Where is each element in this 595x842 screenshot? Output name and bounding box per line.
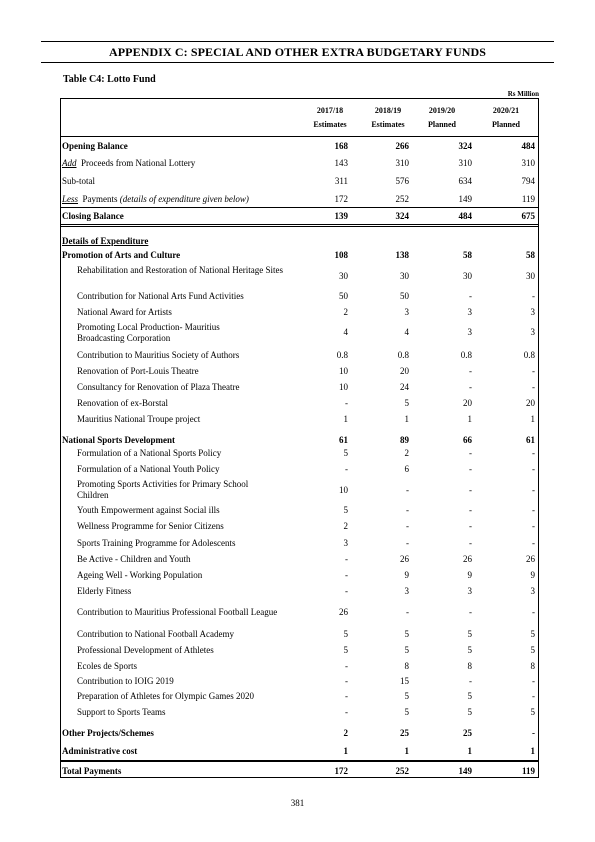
page: APPENDIX C: SPECIAL AND OTHER EXTRA BUDGETARY FUNDS Table C4: Lotto Fund Rs Million 2017/18 Estimates 2018/19 Estimates 2019/20 Planned 2020/21 Planned Opening Balance 168 266 324 484 Add Proceeds from National Lottery 143 310 310 310 Sub-total 311 576 634 794 Less Payments (details of expenditure given below) 172 252 149 119 Closing Balance 139 324 484 675 Details of Expenditure Promotion of Arts and Culture 108 138 58 58 Rehabilitation and Restoration of National Heritage Sites 30 30 30 30 Contribution for National Arts Fund Activities 50 50 - - National Award for Artists 2 3 3 3 Promoting Local Production- Mauritius Broadcasting Corporation 4 4 3 3 Contribution to Mauritius Society of Authors 0.8 0.8 0.8 0.8 Renovation of Port-Louis Theatre 10 20 - - Consultancy for Renovation of Plaza Theatre 10 24 - - Renovation of ex-Borstal - 5 20 20 Mauritius National Troupe project 1 1 1 1 National Sports Development 61 89 66 61 Formulation of a National Sports Policy 5 2 - - Formulation of a National Youth Policy - 6 - - Promoting Sports Activities for Primary School Children 10 - - - Youth Empowerment against Social ills 5 - - - Wellness Programme for Senior Citizens 2 - - - Sports Training Programme for Adolescents 3 - - - Be Active - Children and Youth - 26 26 26 Ageing Well - Working Population - 9 9 9 Elderly Fitness - 3 3 3 Contribution to Mauritius Professional Football League 26 - - - Contribution to National Football Academy 5 5 5 5 Professional Development of Athletes 5 5 5 5 Ecoles de Sports - 8 8 8 Contribution to IOIG 2019 - 15 - - Preparation of Athletes for Olympic Games 2020 - 5 5 - Support to Sports Teams - 5 5 5 Other Projects/Schemes 2 25 25 - Administrative cost 1 1 1 1 Total Payments 172 252 149 119 381 (0, 0, 595, 842)
header-top-rule (41, 41, 554, 42)
column-header-3: 2019/20 Planned (427, 106, 456, 129)
total-rule (61, 760, 538, 762)
column-header-4: 2020/21 Planned (491, 106, 520, 129)
header-bottom-rule (41, 62, 554, 63)
page-title: APPENDIX C: SPECIAL AND OTHER EXTRA BUDGETARY FUNDS (108, 45, 487, 59)
page-number: 381 (290, 798, 305, 808)
units-label: Rs Million (507, 90, 539, 98)
table-caption: Table C4: Lotto Fund (63, 74, 156, 85)
column-header-2: 2018/19 Estimates (371, 106, 405, 129)
closing-top-rule (61, 207, 538, 208)
header-divider (61, 136, 538, 137)
closing-double-rule (61, 224, 538, 227)
column-header-1: 2017/18 Estimates (313, 106, 347, 129)
